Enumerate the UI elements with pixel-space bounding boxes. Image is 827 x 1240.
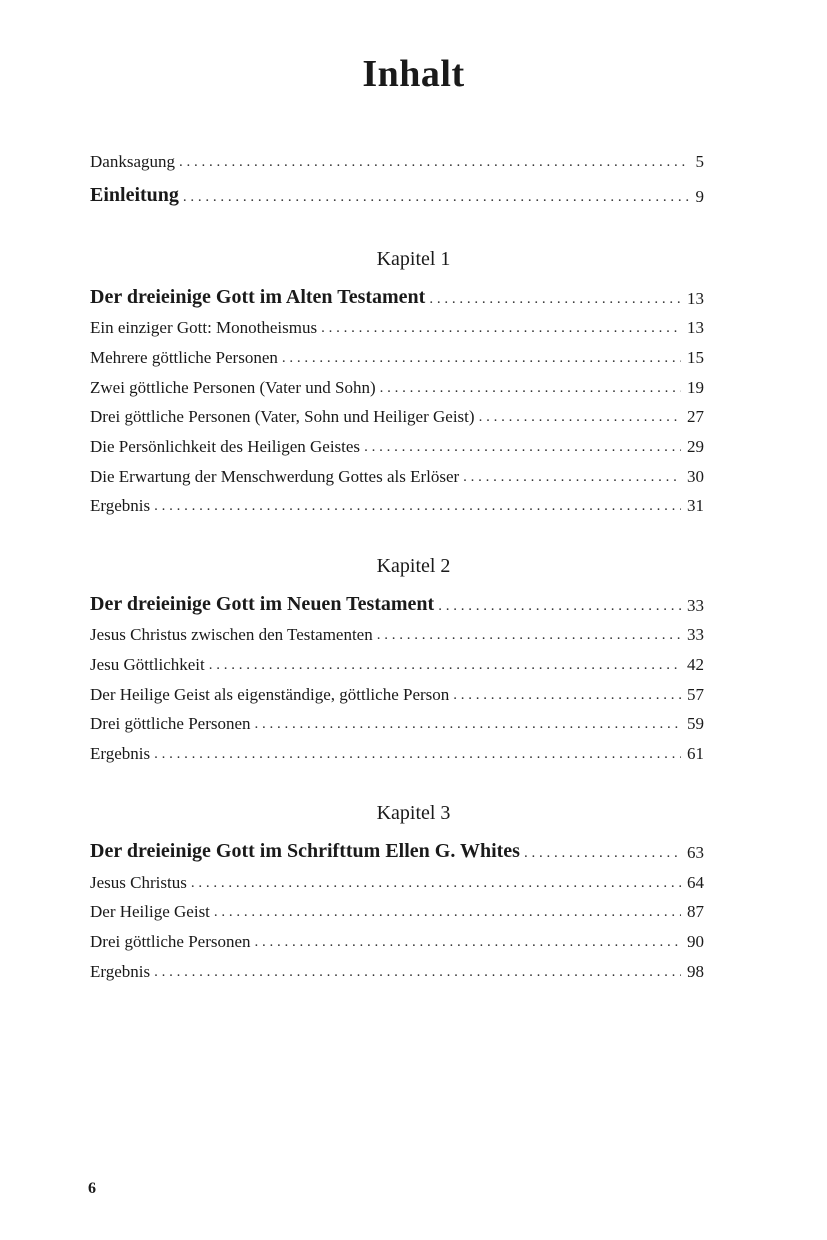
toc-entry-page: 87 <box>687 902 704 921</box>
dot-leader <box>282 350 681 367</box>
page-number: 6 <box>88 1180 96 1197</box>
toc-entry-label: Ein einziger Gott: Monotheismus <box>90 318 318 337</box>
dot-leader <box>453 687 681 704</box>
dot-leader <box>255 716 681 733</box>
toc-entry-page: 13 <box>687 289 704 308</box>
toc-entry-page: 63 <box>687 843 704 862</box>
dot-leader <box>364 439 681 456</box>
toc-entry-danksagung <box>90 146 704 172</box>
toc-entry-page: 27 <box>687 407 704 426</box>
toc-entry <box>90 956 704 982</box>
toc-entry-page: 5 <box>695 152 704 171</box>
dot-leader <box>479 409 681 426</box>
toc-entry-label: Mehrere göttliche Personen <box>90 348 278 367</box>
toc-entry <box>90 896 704 922</box>
dot-leader <box>154 746 681 763</box>
toc-entry-label: Ergebnis <box>90 962 151 981</box>
toc-entry-label: Zwei göttliche Personen (Vater und Sohn) <box>90 378 376 397</box>
toc-entry-page: 15 <box>687 348 704 367</box>
dot-leader <box>429 291 681 308</box>
chapter-title-label: Der dreieinige Gott im Alten Testament <box>90 286 426 308</box>
toc-entry-label: Jesus Christus zwischen den Testamenten <box>90 625 373 644</box>
chapter-title <box>90 283 704 309</box>
toc-entry <box>90 342 704 368</box>
dot-leader <box>154 964 681 981</box>
toc-entry-page: 33 <box>687 596 704 615</box>
toc-entry-label: Danksagung <box>90 152 175 171</box>
toc-entry <box>90 867 704 893</box>
toc-entry-label: Jesus Christus <box>90 873 187 892</box>
dot-leader <box>380 380 681 397</box>
toc-entry-label: Jesu Göttlichkeit <box>90 655 205 674</box>
dot-leader <box>377 627 681 644</box>
toc-entry-page: 57 <box>687 685 704 704</box>
dot-leader <box>179 154 690 171</box>
toc-entry <box>90 401 704 427</box>
dot-leader <box>438 598 681 615</box>
toc-entry <box>90 490 704 516</box>
toc-entry-page: 29 <box>687 437 704 456</box>
toc-entry-page: 13 <box>687 318 704 337</box>
toc-entry-label: Drei göttliche Personen <box>90 714 251 733</box>
toc-entry-page: 33 <box>687 625 704 644</box>
dot-leader <box>154 498 681 515</box>
toc-entry <box>90 679 704 705</box>
toc-entry-page: 9 <box>695 187 704 206</box>
dot-leader <box>463 469 681 486</box>
toc-entry <box>90 461 704 487</box>
toc-entry <box>90 619 704 645</box>
toc-entry <box>90 312 704 338</box>
toc-entry-page: 98 <box>687 962 704 981</box>
dot-leader <box>214 904 681 921</box>
toc-entry <box>90 372 704 398</box>
chapter-heading: Kapitel 2 <box>376 555 451 577</box>
toc-entry-label: Drei göttliche Personen <box>90 932 251 951</box>
toc-entry-page: 90 <box>687 932 704 951</box>
toc-entry-label: Drei göttliche Personen (Vater, Sohn und Heiliger Geist) <box>90 407 475 426</box>
dot-leader <box>255 934 681 951</box>
chapter-heading: Kapitel 3 <box>376 802 451 824</box>
toc-entry-label: Einleitung <box>90 184 179 206</box>
toc-entry-page: 59 <box>687 714 704 733</box>
chapter-title <box>90 590 704 616</box>
chapter-title <box>90 837 704 863</box>
toc-entry-page: 31 <box>687 496 704 515</box>
page-title: Inhalt <box>362 53 465 95</box>
toc-entry <box>90 708 704 734</box>
toc-entry-page: 42 <box>687 655 704 674</box>
toc-entry-label: Die Erwartung der Menschwerdung Gottes als Erlöser <box>90 467 460 486</box>
toc-entry-page: 64 <box>687 873 704 892</box>
chapter-title-label: Der dreieinige Gott im Neuen Testament <box>90 593 435 615</box>
toc-entry-label: Der Heilige Geist als eigenständige, göttliche Person <box>90 685 450 704</box>
toc-entry-page: 19 <box>687 378 704 397</box>
toc-entry-page: 61 <box>687 744 704 763</box>
chapter-title-label: Der dreieinige Gott im Schrifttum Ellen G. Whites <box>90 840 520 862</box>
toc-entry-label: Ergebnis <box>90 744 151 763</box>
chapter-heading: Kapitel 1 <box>376 248 451 270</box>
toc-entry <box>90 926 704 952</box>
dot-leader <box>209 657 681 674</box>
toc-entry-label: Ergebnis <box>90 496 151 515</box>
toc-entry-label: Der Heilige Geist <box>90 902 210 921</box>
toc-entry <box>90 431 704 457</box>
dot-leader <box>191 875 681 892</box>
toc-entry-page: 30 <box>687 467 704 486</box>
toc-entry-einleitung <box>90 181 704 207</box>
dot-leader <box>183 189 690 206</box>
dot-leader <box>524 845 681 862</box>
toc-entry-label: Die Persönlichkeit des Heiligen Geistes <box>90 437 361 456</box>
toc-entry <box>90 738 704 764</box>
dot-leader <box>321 320 681 337</box>
toc-entry <box>90 649 704 675</box>
